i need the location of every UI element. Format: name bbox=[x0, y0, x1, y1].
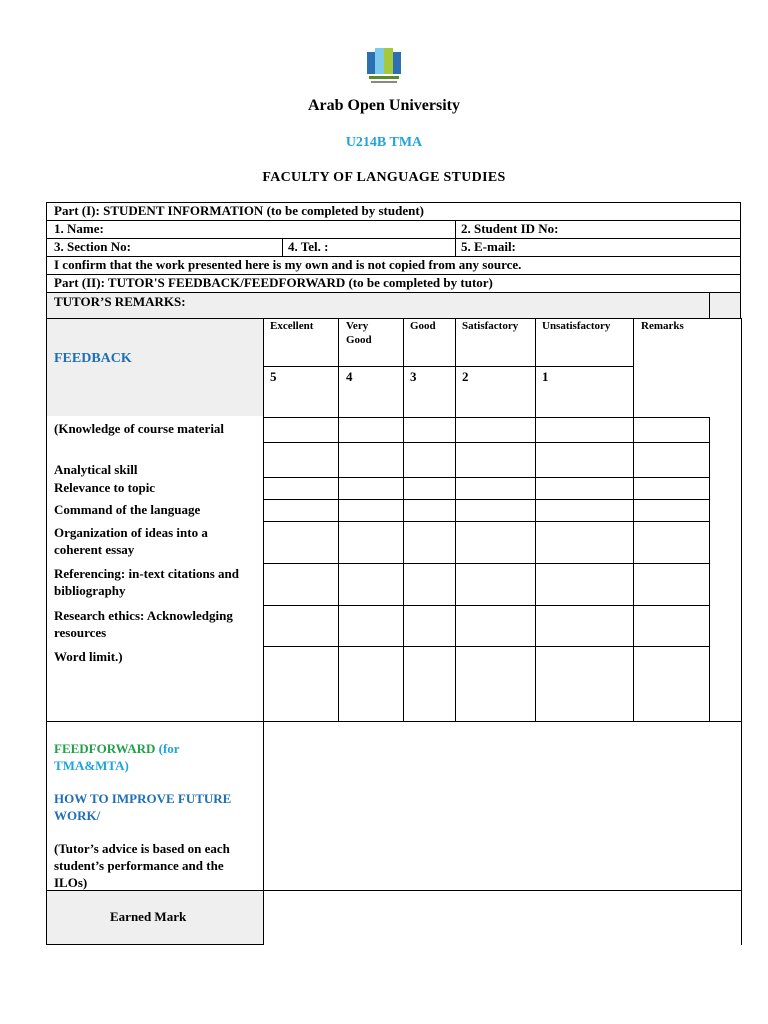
earned-mark-label: Earned Mark bbox=[110, 909, 187, 924]
tel-label: 4. Tel. : bbox=[288, 239, 329, 254]
criterion-referencing: Referencing: in-text citations and bibliography bbox=[54, 566, 239, 598]
col-remarks: Remarks bbox=[641, 320, 684, 332]
part1-heading: Part (I): STUDENT INFORMATION (to be completed by student) bbox=[54, 203, 425, 218]
university-name: Arab Open University bbox=[308, 97, 460, 114]
confirmation-statement: I confirm that the work presented here is my own and is not copied from any source. bbox=[54, 257, 522, 272]
university-logo bbox=[361, 44, 407, 88]
criterion-language: Command of the language bbox=[54, 502, 201, 517]
criterion-organization: Organization of ideas into a coherent essay bbox=[54, 525, 208, 557]
how-to-improve: HOW TO IMPROVE FUTURE WORK/ bbox=[54, 791, 232, 823]
part2-heading: Part (II): TUTOR'S FEEDBACK/FEEDFORWARD (to be completed by tutor) bbox=[54, 275, 493, 290]
col-unsatisfactory: Unsatisfactory bbox=[542, 320, 611, 332]
tutor-remarks-label: TUTOR’S REMARKS: bbox=[54, 294, 186, 309]
col-excellent: Excellent bbox=[270, 320, 314, 332]
tutor-advice-note: (Tutor’s advice is based on each student’s performance and the ILOs) bbox=[54, 841, 230, 890]
col-satisfactory: Satisfactory bbox=[462, 320, 519, 332]
criterion-relevance: Relevance to topic bbox=[54, 480, 156, 495]
score-4: 4 bbox=[346, 369, 353, 384]
score-2: 2 bbox=[462, 369, 469, 384]
score-3: 3 bbox=[410, 369, 417, 384]
feedback-label: FEEDBACK bbox=[54, 351, 132, 366]
course-code: U214B TMA bbox=[345, 135, 423, 150]
criterion-word-limit: Word limit.) bbox=[54, 649, 123, 664]
criterion-knowledge: (Knowledge of course material bbox=[54, 421, 225, 436]
col-good: Good bbox=[410, 320, 436, 332]
faculty-name: FACULTY OF LANGUAGE STUDIES bbox=[262, 170, 506, 185]
section-label: 3. Section No: bbox=[54, 239, 131, 254]
col-very-good: Very Good bbox=[346, 320, 372, 346]
email-label: 5. E-mail: bbox=[461, 239, 516, 254]
score-1: 1 bbox=[542, 369, 549, 384]
name-field-label: 1. Name: bbox=[54, 221, 104, 236]
feedforward-title: FEEDFORWARD (for TMA&MTA) bbox=[54, 741, 180, 773]
score-5: 5 bbox=[270, 369, 277, 384]
criterion-analytical: Analytical skill bbox=[54, 462, 138, 477]
criterion-ethics: Research ethics: Acknowledging resources bbox=[54, 608, 233, 640]
student-id-label: 2. Student ID No: bbox=[461, 221, 559, 236]
